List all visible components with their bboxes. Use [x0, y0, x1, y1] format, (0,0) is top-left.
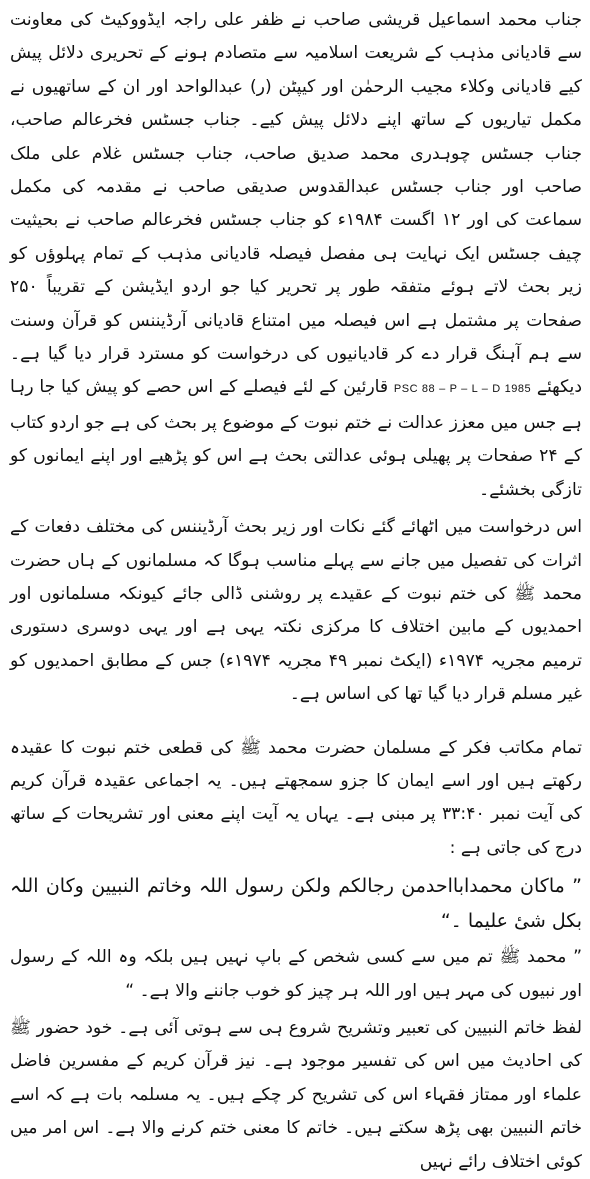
paragraph-court-case-intro: [10, 4, 582, 507]
paragraph-khatm-nabuwwat-background: اس درخواست میں اٹھائے گئے نکات اور زیر بحث آرڈیننس کی مختلف دفعات کے اثرات کی تفصیل میں جانے سے پہلے مناسب ہوگا کہ مسلمانوں کے ہاں حضرت محمد ﷺ کی ختم نبوت کے عقیدے پر روشنی ڈالی جائے کیونکہ مسلمانوں اور احمدیوں کے مابین اختلاف کا مرکزی نکتہ یہی ہے اور یہی دوسری دستوری ترمیم مجریہ ۱۹۷۴ء (ایکٹ نمبر ۴۹ مجریہ ۱۹۷۴ء) جس کے مطابق احمدیوں کو غیر مسلم قرار دیا گیا تھا کی اساس ہے۔: [10, 517, 582, 705]
paragraph-khatam-interpretation: لفظ خاتم النبیین کی تعبیر وتشریح شروع ہی سے ہوتی آئی ہے۔ خود حضور ﷺ کی احادیث میں اس کی تفسیر موجود ہے۔ نیز قرآن کریم کے مفسرین فاضل علماء اور ممتاز فقہاء اس کی تشریح کر چکے ہیں۔ یہ مسلمہ بات ہے کہ اسے خاتم النبیین بھی پڑھ سکتے ہیں۔ خاتم کا معنی ختم کرنے والا ہے۔ اس امر میں کوئی اختلاف رائے نہیں: [10, 1017, 582, 1172]
paragraph-text: قارئین کے لئے فیصلے کے اس حصے کو پیش کیا جا رہا ہے جس میں معزز عدالت نے ختم نبوت کے موضوع پر بحث کی ہے جو اردو کتاب کے ۲۴ صفحات پر پھیلی ہوئی عدالتی بحث ہے اس کو پڑھیے اور اپنے ایمانوں کو تازگی بخشئے۔: [10, 377, 583, 500]
document-page: [10, 4, 583, 1172]
paragraph-consensus-belief: تمام مکاتب فکر کے مسلمان حضرت محمد ﷺ کی قطعی ختم نبوت کا عقیدہ رکھتے ہیں اور اسے ایمان کا جزو سمجھتے ہیں۔ یہ اجماعی عقیدہ قرآن کریم کی آیت نمبر ۳۳:۴۰ پر مبنی ہے۔ یہاں یہ آیت اپنے معنی اور تشریحات کے ساتھ درج کی جاتی ہے :: [10, 737, 582, 858]
verse-translation-quote: ” محمد ﷺ تم میں سے کسی شخص کے باپ نہیں ہیں بلکہ وہ اللہ کے رسول اور نبیوں کی مہر ہیں اور اللہ ہر چیز کو خوب جاننے والا ہے۔ “: [10, 947, 582, 1001]
quranic-verse-quote: ” ماکان محمدابااحدمن رجالکم ولکن رسول اللہ وخاتم النبیین وکان اللہ بکل شیٔ علیما ۔“: [10, 875, 582, 933]
case-citation: PSC 88 – P – L – D 1985: [393, 383, 532, 396]
paragraph-text: جناب محمد اسماعیل قریشی صاحب نے ظفر علی راجہ ایڈووکیٹ کی معاونت سے قادیانی مذہب کے شریعت اسلامیہ سے متصادم ہونے کے تحریری دلائل پیش کیے قادیانی وکلاء مجیب الرحمٰن اور کیپٹن (ر) عبدالواحد اور ان کے ساتھیوں نے مکمل تیاریوں کے ساتھ اپنے دلائل پیش کیے۔ جناب جسٹس فخرعالم صاحب، جناب جسٹس چوہدری محمد صدیق صاحب، جناب جسٹس غلام علی ملک صاحب اور جناب جسٹس عبدالقدوس صدیقی صاحب نے مقدمہ کی مکمل سماعت کی اور ۱۲ اگست ۱۹۸۴ء کو جناب جسٹس فخرعالم صاحب نے بحیثیت چیف جسٹس ایک نہایت ہی مفصل فیصلہ قادیانی مذہب کے تمام پہلوؤں کو زیر بحث لاتے ہوئے متفقہ طور پر تحریر کیا جو اردو ایڈیشن کے تقریباً ۲۵۰ صفحات پر مشتمل ہے اس فیصلہ میں امتناع قادیانی آرڈیننس کو قرآن وسنت سے ہم آہنگ قرار دے کر قادیانیوں کی درخواست کو مسترد قرار دیا گیا ہے۔ دیکھئے: [10, 10, 582, 398]
